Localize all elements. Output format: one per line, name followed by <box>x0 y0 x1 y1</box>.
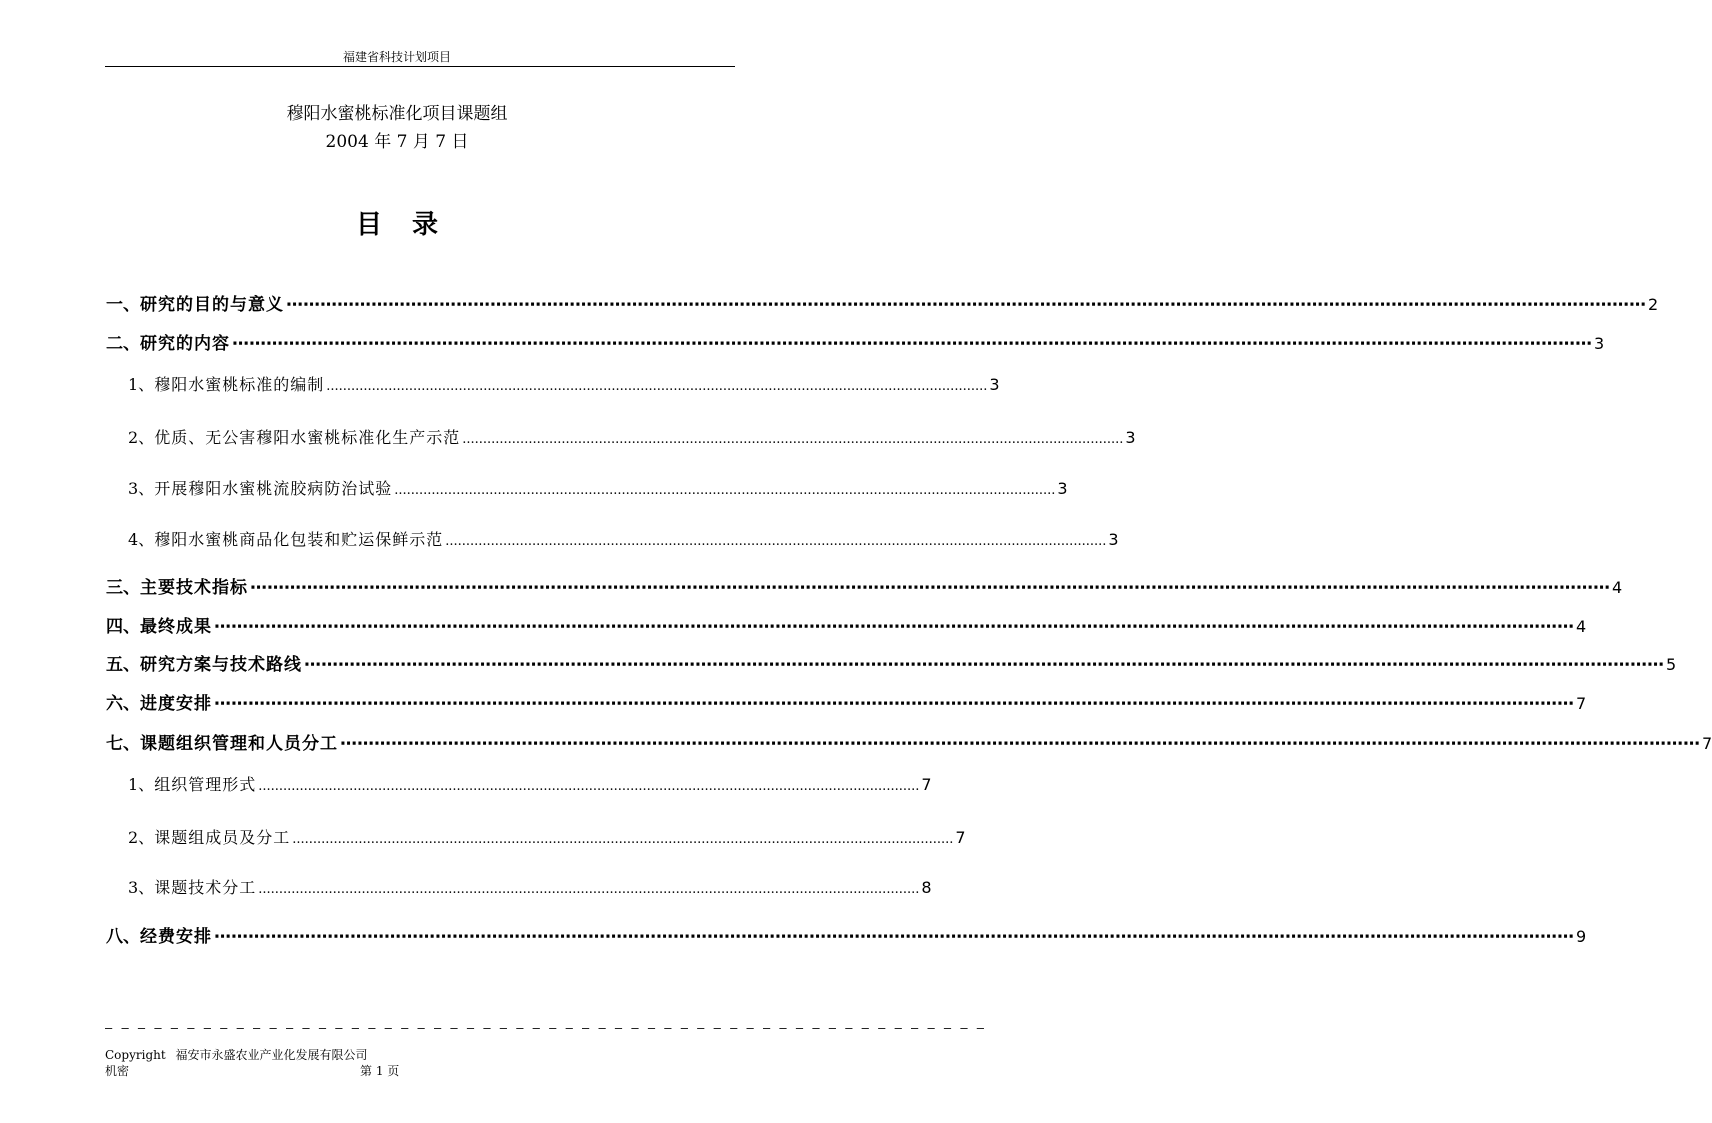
toc-entry-page: 4 <box>1612 578 1623 597</box>
project-group-name: 穆阳水蜜桃标准化项目课题组 <box>286 104 508 124</box>
toc-entry[interactable] <box>106 290 1659 315</box>
toc-entry-number: 2、 <box>128 828 155 847</box>
toc-entry-label: 经费安排 <box>140 927 212 947</box>
toc-entry-number: 1、 <box>128 375 155 394</box>
toc-entry-page: 3 <box>1057 479 1068 498</box>
toc-entry-page: 9 <box>1576 927 1587 946</box>
toc-dot-leader: ⋯⋯⋯⋯⋯⋯⋯⋯⋯⋯⋯⋯⋯⋯⋯⋯⋯⋯⋯⋯⋯⋯⋯⋯⋯⋯⋯⋯⋯⋯⋯⋯⋯⋯⋯⋯⋯⋯⋯⋯⋯⋯⋯⋯⋯⋯⋯⋯⋯⋯⋯⋯⋯⋯⋯⋯⋯⋯⋯⋯⋯⋯⋯⋯⋯⋯⋯⋯⋯⋯⋯⋯⋯⋯⋯⋯⋯⋯⋯⋯ <box>286 295 1646 315</box>
toc-dot-leader: ................................................................................................................................................................ <box>326 379 988 394</box>
toc-entry-label: 研究的目的与意义 <box>140 295 284 315</box>
toc-entry-page: 3 <box>1108 530 1119 549</box>
toc-entry-page: 7 <box>921 775 932 794</box>
toc-entry[interactable] <box>106 650 1677 675</box>
toc-entry-number: 2、 <box>128 428 155 447</box>
copyright-label: Copyright <box>105 1048 166 1062</box>
toc-entry-label: 开展穆阳水蜜桃流胶病防治试验 <box>154 479 393 498</box>
toc-entry-page: 3 <box>1594 334 1605 353</box>
footer-copyright <box>105 1046 368 1063</box>
toc-dot-leader: ................................................................................................................................................................ <box>258 882 920 897</box>
toc-dot-leader: ⋯⋯⋯⋯⋯⋯⋯⋯⋯⋯⋯⋯⋯⋯⋯⋯⋯⋯⋯⋯⋯⋯⋯⋯⋯⋯⋯⋯⋯⋯⋯⋯⋯⋯⋯⋯⋯⋯⋯⋯⋯⋯⋯⋯⋯⋯⋯⋯⋯⋯⋯⋯⋯⋯⋯⋯⋯⋯⋯⋯⋯⋯⋯⋯⋯⋯⋯⋯⋯⋯⋯⋯⋯⋯⋯⋯⋯⋯⋯⋯ <box>214 617 1574 637</box>
toc-entry-page: 7 <box>955 828 966 847</box>
toc-entry-number: 3、 <box>128 878 155 897</box>
toc-entry-page: 2 <box>1648 295 1659 314</box>
toc-entry-page: 4 <box>1576 617 1587 636</box>
toc-entry-label: 研究方案与技术路线 <box>140 655 302 675</box>
toc-dot-leader: ⋯⋯⋯⋯⋯⋯⋯⋯⋯⋯⋯⋯⋯⋯⋯⋯⋯⋯⋯⋯⋯⋯⋯⋯⋯⋯⋯⋯⋯⋯⋯⋯⋯⋯⋯⋯⋯⋯⋯⋯⋯⋯⋯⋯⋯⋯⋯⋯⋯⋯⋯⋯⋯⋯⋯⋯⋯⋯⋯⋯⋯⋯⋯⋯⋯⋯⋯⋯⋯⋯⋯⋯⋯⋯⋯⋯⋯⋯⋯⋯ <box>214 694 1574 714</box>
toc-entry-label: 课题技术分工 <box>154 878 257 897</box>
toc-entry[interactable] <box>106 689 1587 714</box>
toc-entry[interactable] <box>128 425 1136 449</box>
toc-entry-label: 最终成果 <box>140 617 212 637</box>
toc-entry[interactable] <box>128 372 1000 396</box>
toc-dot-leader: ................................................................................................................................................................ <box>292 832 954 847</box>
toc-entry-number: 六、 <box>106 694 140 714</box>
running-header-title: 福建省科技计划项目 <box>342 50 451 64</box>
toc-entry-page: 8 <box>921 878 932 897</box>
company-name: 福安市永盛农业产业化发展有限公司 <box>175 1048 368 1062</box>
toc-entry-label: 课题组成员及分工 <box>154 828 291 847</box>
header-divider <box>105 66 735 67</box>
toc-entry[interactable] <box>106 612 1587 637</box>
toc-entry-label: 组织管理形式 <box>154 775 257 794</box>
document-date: 2004 年 7 月 7 日 <box>325 132 469 152</box>
toc-dot-leader: ⋯⋯⋯⋯⋯⋯⋯⋯⋯⋯⋯⋯⋯⋯⋯⋯⋯⋯⋯⋯⋯⋯⋯⋯⋯⋯⋯⋯⋯⋯⋯⋯⋯⋯⋯⋯⋯⋯⋯⋯⋯⋯⋯⋯⋯⋯⋯⋯⋯⋯⋯⋯⋯⋯⋯⋯⋯⋯⋯⋯⋯⋯⋯⋯⋯⋯⋯⋯⋯⋯⋯⋯⋯⋯⋯⋯⋯⋯⋯⋯ <box>340 734 1700 754</box>
toc-entry-number: 五、 <box>106 655 140 675</box>
toc-entry-page: 3 <box>989 375 1000 394</box>
footer-divider: – – – – – – – – – – – – – – – – – – – – – – – – – – – – – – – – – – – – – – – – – – – – – – – – – – – – – – <box>105 1021 986 1035</box>
toc-dot-leader: ⋯⋯⋯⋯⋯⋯⋯⋯⋯⋯⋯⋯⋯⋯⋯⋯⋯⋯⋯⋯⋯⋯⋯⋯⋯⋯⋯⋯⋯⋯⋯⋯⋯⋯⋯⋯⋯⋯⋯⋯⋯⋯⋯⋯⋯⋯⋯⋯⋯⋯⋯⋯⋯⋯⋯⋯⋯⋯⋯⋯⋯⋯⋯⋯⋯⋯⋯⋯⋯⋯⋯⋯⋯⋯⋯⋯⋯⋯⋯⋯ <box>304 655 1664 675</box>
toc-entry[interactable] <box>128 527 1119 551</box>
toc-entry-label: 研究的内容 <box>140 334 230 354</box>
toc-entry-label: 穆阳水蜜桃标准的编制 <box>154 375 325 394</box>
toc-entry[interactable] <box>106 922 1587 947</box>
toc-entry[interactable] <box>106 729 1712 754</box>
toc-entry-page: 7 <box>1702 734 1712 753</box>
toc-dot-leader: ⋯⋯⋯⋯⋯⋯⋯⋯⋯⋯⋯⋯⋯⋯⋯⋯⋯⋯⋯⋯⋯⋯⋯⋯⋯⋯⋯⋯⋯⋯⋯⋯⋯⋯⋯⋯⋯⋯⋯⋯⋯⋯⋯⋯⋯⋯⋯⋯⋯⋯⋯⋯⋯⋯⋯⋯⋯⋯⋯⋯⋯⋯⋯⋯⋯⋯⋯⋯⋯⋯⋯⋯⋯⋯⋯⋯⋯⋯⋯⋯ <box>250 578 1610 598</box>
toc-entry-number: 三、 <box>106 578 140 598</box>
toc-entry[interactable] <box>128 825 966 849</box>
toc-dot-leader: ................................................................................................................................................................ <box>445 534 1107 549</box>
toc-entry[interactable] <box>128 476 1068 500</box>
toc-dot-leader: ................................................................................................................................................................ <box>394 483 1056 498</box>
toc-entry[interactable] <box>106 329 1605 354</box>
toc-entry-number: 一、 <box>106 295 140 315</box>
toc-entry-label: 穆阳水蜜桃商品化包装和贮运保鲜示范 <box>154 530 444 549</box>
toc-entry-label: 进度安排 <box>140 694 212 714</box>
toc-entry[interactable] <box>128 772 932 796</box>
toc-entry-page: 7 <box>1576 694 1587 713</box>
toc-entry-label: 课题组织管理和人员分工 <box>140 734 338 754</box>
toc-entry-label: 优质、无公害穆阳水蜜桃标准化生产示范 <box>154 428 461 447</box>
toc-entry-number: 4、 <box>128 530 155 549</box>
toc-entry-number: 二、 <box>106 334 140 354</box>
toc-dot-leader: ................................................................................................................................................................ <box>462 432 1124 447</box>
toc-entry-page: 3 <box>1125 428 1136 447</box>
toc-entry-number: 八、 <box>106 927 140 947</box>
toc-entry-number: 3、 <box>128 479 155 498</box>
toc-entry-page: 5 <box>1666 655 1677 674</box>
toc-entry-label: 主要技术指标 <box>140 578 248 598</box>
toc-dot-leader: ................................................................................................................................................................ <box>258 779 920 794</box>
toc-entry-number: 四、 <box>106 617 140 637</box>
toc-dot-leader: ⋯⋯⋯⋯⋯⋯⋯⋯⋯⋯⋯⋯⋯⋯⋯⋯⋯⋯⋯⋯⋯⋯⋯⋯⋯⋯⋯⋯⋯⋯⋯⋯⋯⋯⋯⋯⋯⋯⋯⋯⋯⋯⋯⋯⋯⋯⋯⋯⋯⋯⋯⋯⋯⋯⋯⋯⋯⋯⋯⋯⋯⋯⋯⋯⋯⋯⋯⋯⋯⋯⋯⋯⋯⋯⋯⋯⋯⋯⋯⋯ <box>214 927 1574 947</box>
toc-entry[interactable] <box>128 875 932 899</box>
page-number: 第 1 页 <box>360 1064 400 1078</box>
toc-dot-leader: ⋯⋯⋯⋯⋯⋯⋯⋯⋯⋯⋯⋯⋯⋯⋯⋯⋯⋯⋯⋯⋯⋯⋯⋯⋯⋯⋯⋯⋯⋯⋯⋯⋯⋯⋯⋯⋯⋯⋯⋯⋯⋯⋯⋯⋯⋯⋯⋯⋯⋯⋯⋯⋯⋯⋯⋯⋯⋯⋯⋯⋯⋯⋯⋯⋯⋯⋯⋯⋯⋯⋯⋯⋯⋯⋯⋯⋯⋯⋯⋯ <box>232 334 1592 354</box>
toc-entry[interactable] <box>106 573 1623 598</box>
toc-title: 目录 <box>355 210 468 240</box>
toc-entry-number: 七、 <box>106 734 140 754</box>
toc-entry-number: 1、 <box>128 775 155 794</box>
confidential-label: 机密 <box>105 1064 130 1078</box>
